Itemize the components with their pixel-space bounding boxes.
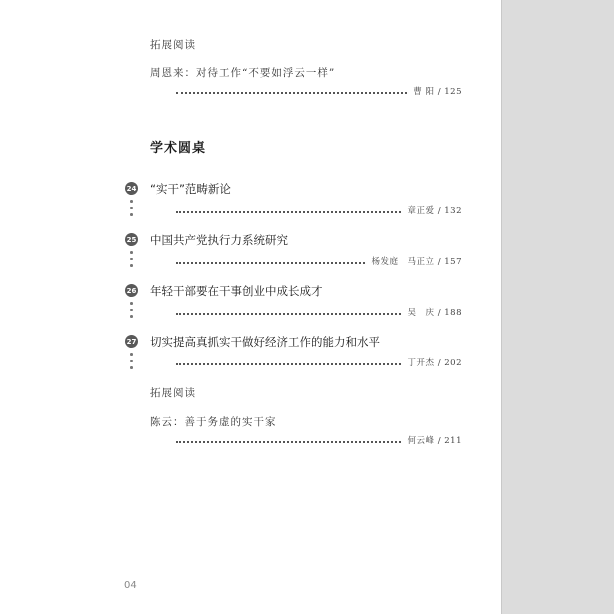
toc-entry-credit bbox=[401, 356, 462, 368]
toc-entry-page[interactable]: 202 bbox=[444, 358, 462, 368]
dot-leader bbox=[176, 92, 407, 94]
toc-entry-credit bbox=[401, 434, 462, 446]
toc-entry-leader bbox=[176, 308, 462, 318]
separator: / bbox=[437, 257, 442, 267]
toc-entry-credit bbox=[365, 255, 462, 267]
vertical-dots bbox=[130, 251, 133, 271]
toc-entry-page[interactable]: 125 bbox=[444, 87, 462, 97]
extended-reading-heading: 拓展阅读 bbox=[150, 39, 196, 51]
toc-entry-page[interactable]: 132 bbox=[444, 206, 462, 216]
vertical-dots bbox=[130, 200, 133, 220]
toc-entry-credit bbox=[401, 306, 462, 318]
extended-reading-heading: 拓展阅读 bbox=[150, 387, 196, 399]
toc-entry-leader bbox=[176, 257, 462, 267]
toc-entry-author: 曹 阳 bbox=[413, 87, 435, 97]
article-number-badge: 25 bbox=[125, 233, 138, 246]
separator: / bbox=[437, 206, 442, 216]
adjacent-page-gutter bbox=[502, 0, 614, 614]
article-title[interactable]: 年轻干部要在干事创业中成长成才 bbox=[150, 284, 323, 298]
vertical-dots bbox=[130, 302, 133, 322]
section-heading: 学术圆桌 bbox=[150, 141, 207, 156]
toc-entry-credit bbox=[401, 204, 462, 216]
dot-leader bbox=[176, 262, 365, 264]
separator: / bbox=[437, 358, 442, 368]
toc-entry-author: 杨发庭 马正立 bbox=[371, 257, 435, 267]
dot-leader bbox=[176, 441, 401, 443]
dot-leader bbox=[176, 363, 401, 365]
article-title[interactable]: 中国共产党执行力系统研究 bbox=[150, 233, 288, 247]
toc-entry-page[interactable]: 211 bbox=[444, 436, 462, 446]
dot-leader bbox=[176, 211, 401, 213]
article-number-badge: 26 bbox=[125, 284, 138, 297]
toc-entry-page[interactable]: 188 bbox=[444, 308, 462, 318]
toc-entry-author: 丁开杰 bbox=[407, 358, 435, 368]
page-number: 04 bbox=[124, 580, 137, 591]
article-number-badge: 24 bbox=[125, 182, 138, 195]
toc-entry-author: 何云峰 bbox=[407, 436, 435, 446]
separator: / bbox=[437, 436, 442, 446]
vertical-dots bbox=[130, 353, 133, 373]
toc-entry-leader bbox=[176, 206, 462, 216]
toc-entry-leader bbox=[176, 436, 462, 446]
article-number-badge: 27 bbox=[125, 335, 138, 348]
toc-entry-credit bbox=[407, 85, 462, 97]
separator: / bbox=[437, 87, 442, 97]
toc-entry-author: 吴 庆 bbox=[407, 308, 435, 318]
toc-entry-leader bbox=[176, 87, 462, 97]
article-title[interactable]: “实干”范畴新论 bbox=[150, 182, 231, 196]
toc-entry-title[interactable]: 陈云：善于务虚的实干家 bbox=[150, 416, 277, 428]
toc-entry-page[interactable]: 157 bbox=[444, 257, 462, 267]
toc-entry-title[interactable]: 周恩来：对待工作“不要如浮云一样” bbox=[150, 67, 336, 79]
separator: / bbox=[437, 308, 442, 318]
toc-entry-leader bbox=[176, 358, 462, 368]
dot-leader bbox=[176, 313, 401, 315]
article-title[interactable]: 切实提高真抓实干做好经济工作的能力和水平 bbox=[150, 335, 380, 349]
toc-entry-author: 章正爱 bbox=[407, 206, 435, 216]
